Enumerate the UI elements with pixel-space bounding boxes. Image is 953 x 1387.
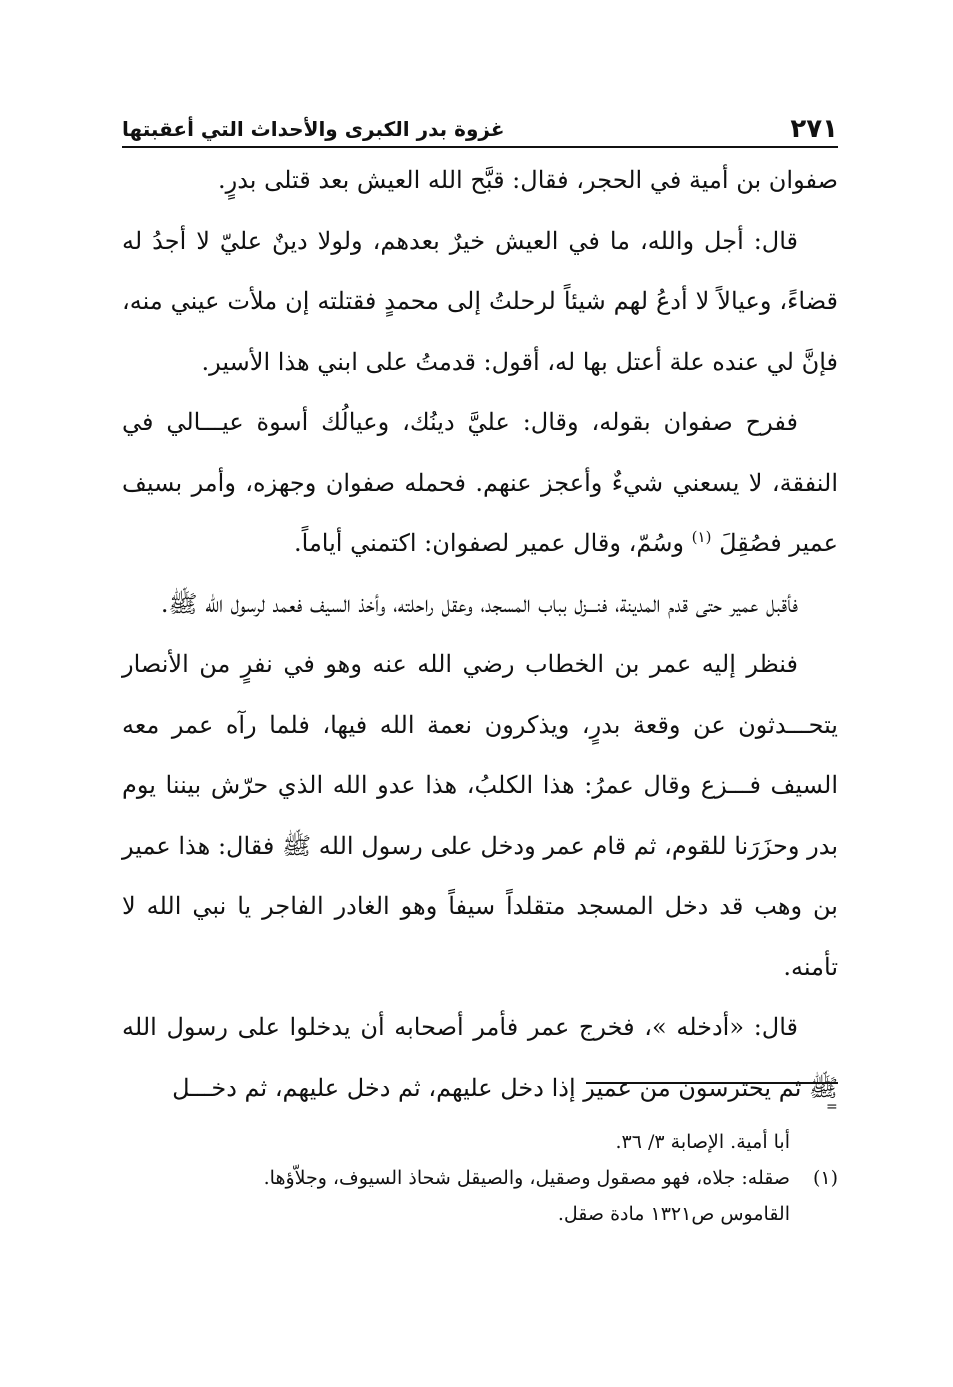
paragraph: فأقبل عمير حتى قدم المدينة، فنـــزل بباب المسجد، وعقل راحلته، وأخذ السيف فعمد لرسول الله ﷺ.: [160, 589, 798, 618]
footnote-reference: (١): [691, 528, 712, 546]
page-header: [122, 104, 838, 148]
footnotes: [122, 1124, 838, 1232]
footnote-carryover: أبا أمية. الإصابة ٣/ ٣٦.: [615, 1131, 790, 1153]
paragraph-text: ففرح صفوان بقوله، وقال: عليَّ دينُك، وعيالُك أسوة عيـــالي في النفقة، لا يسعني شيءٌ وأعجز عنهم. فحمله صفوان وجهزه، وأمر بسيف عمير فصُقِلَ: [122, 408, 838, 557]
paragraph: قال: «أدخله »، فخرج عمر فأمر أصحابه أن يدخلوا على رسول الله ﷺ ثم يحترسون من عمير إذا دخل عليهم، ثم دخل عليهم، ثم دخـــل: [122, 1013, 838, 1102]
paragraph-with-footnote-ref: [122, 392, 838, 574]
footnote: [122, 1160, 838, 1196]
paragraph-text: وسُمّ، وقال عمير لصفوان: اكتمني أياماً.: [294, 529, 685, 557]
paragraph: فنظر إليه عمر بن الخطاب رضي الله عنه وهو في نفرٍ من الأنصار يتحـــدثون عن وقعة بدرٍ، ويذكرون نعمة الله فيها، فلما رآه عمر معه السيف فـــزع وقال عمرُ: هذا الكلبُ، هذا عدو الله الذي حرّش بيننا يوم بدر وحزَرَنا للقوم، ثم قام عمر ودخل على رسول الله ﷺ فقال: هذا عمير بن وهب قد دخل المسجد متقلداً سيفاً وهو الغادر الفاجر يا نبي الله لا تأمنه.: [122, 650, 838, 981]
main-text: [122, 150, 838, 1118]
footnote-separator: [586, 1082, 838, 1084]
running-title: غزوة بدر الكبرى والأحداث التي أعقبتها: [122, 117, 505, 141]
footnote-continuation: القاموس ص١٣٢١ مادة صقل.: [557, 1203, 790, 1225]
paragraph: قال: أجل والله، ما في العيش خيرٌ بعدهم، ولولا دينٌ عليّ لا أجدُ له قضاءً، وعيالاً لا أدعُ لهم شيئاً لرحلتُ إلى محمدٍ فقتلته إن ملأت عيني منه، فإنَّ لي عنده علة أعتل بها له، أقول: قدمتُ على ابني هذا الأسير.: [122, 226, 838, 376]
footnote-separator-mark: =: [826, 1099, 838, 1115]
footnote-number: (١): [812, 1167, 838, 1189]
page-number: ٢٧١: [790, 114, 838, 144]
paragraph: صفوان بن أمية في الحجر، فقال: قبَّح الله العيش بعد قتلى بدرٍ.: [217, 166, 838, 194]
footnote-text: صقله: جلاه، فهو مصقول وصقيل، والصيقل شحاذ السيوف، وجلاّؤها.: [263, 1167, 790, 1189]
